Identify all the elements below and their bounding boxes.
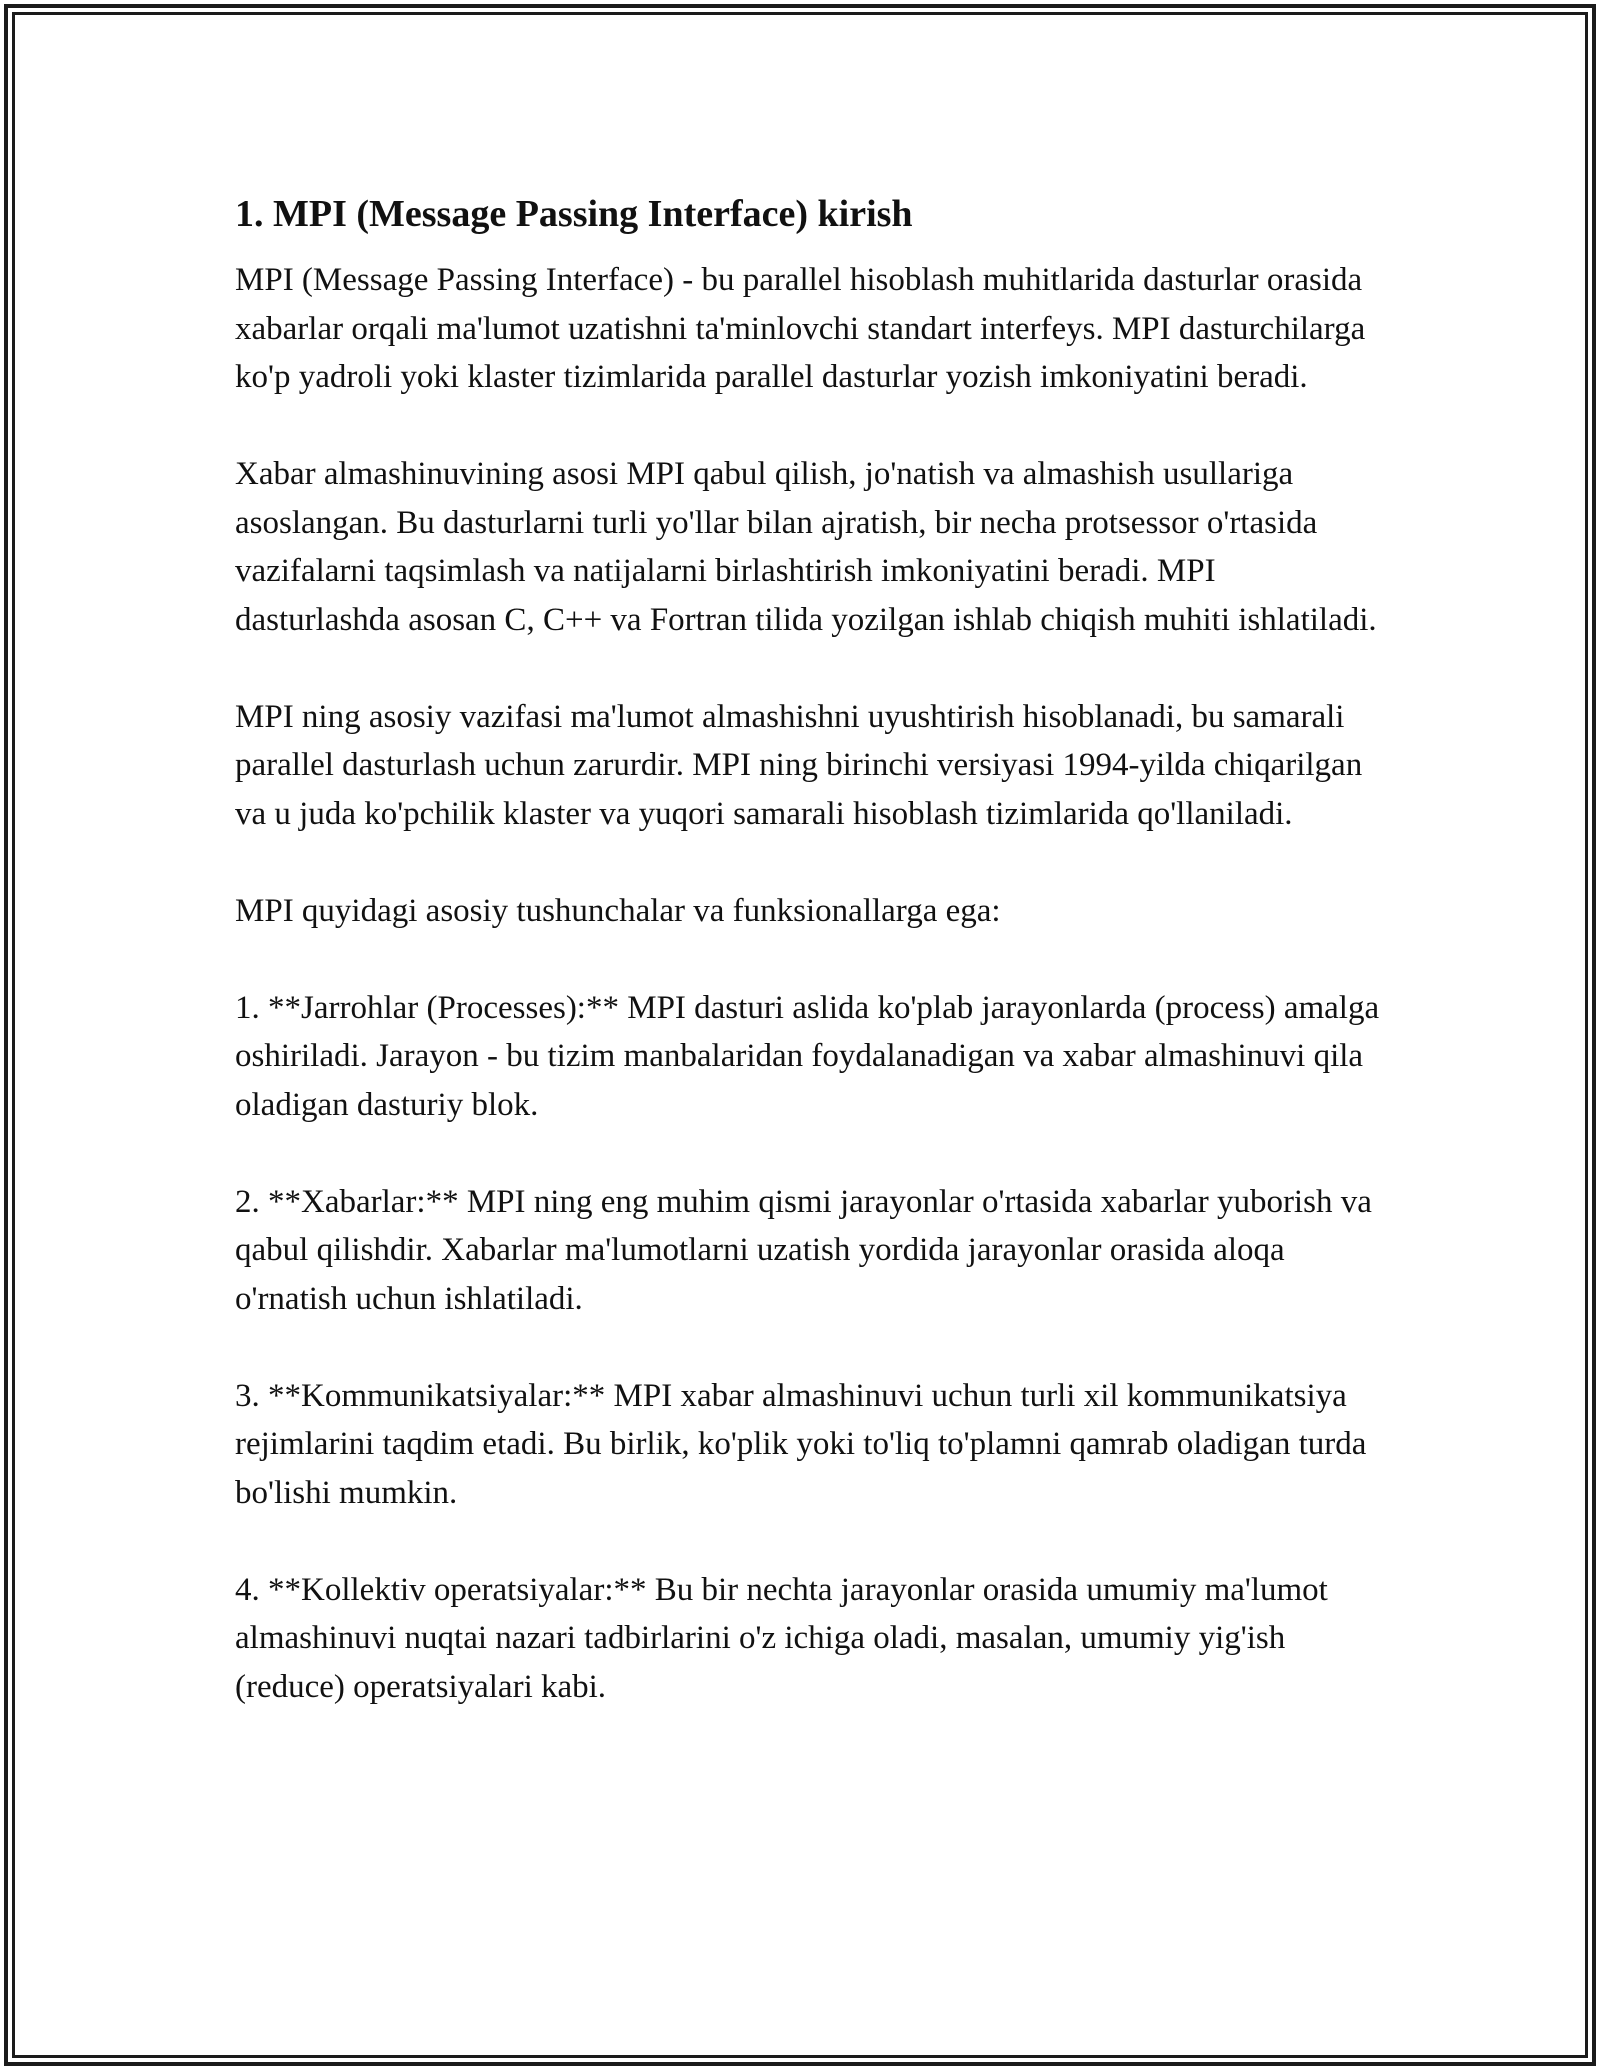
message-exchange-paragraph: Xabar almashinuvining asosi MPI qabul qilish, jo'natish va almashish usullariga asoslangan. Bu dasturlarni turli yo'llar bilan ajratish, bir necha protsessor o'rtasida vazifalarni taqsimlash va natijalarni birlashtirish imkoniyatini beradi. MPI dasturlashda asosan C, C++ va Fortran tilida yozilgan ishlab chiqish muhiti ishlatiladi. (235, 456, 1377, 638)
list-item-communications: 3. **Kommunikatsiyalar:** MPI xabar almashinuvi uchun turli xil kommunikatsiya rejimlarini taqdim etadi. Bu birlik, ko'plik yoki to'liq to'plamni qamrab oladigan turda bo'lishi mumkin. (235, 1377, 1367, 1511)
list-item-messages: 2. **Xabarlar:** MPI ning eng muhim qismi jarayonlar o'rtasida xabarlar yuborish va qabul qilishdir. Xabarlar ma'lumotlarni uzatish yordida jarayonlar orasida aloqa o'rnatish uchun ishlatiladi. (235, 1183, 1372, 1317)
page-title: 1. MPI (Message Passing Interface) kirish (235, 193, 913, 235)
main-purpose-paragraph: MPI ning asosiy vazifasi ma'lumot almashishni uyushtirish hisoblanadi, bu samarali parallel dasturlash uchun zarurdir. MPI ning birinchi versiyasi 1994-yilda chiqarilgan va u juda ko'pchilik klaster va yuqori samarali hisoblash tizimlarida qo'llaniladi. (235, 698, 1363, 832)
list-item-collective-operations: 4. **Kollektiv operatsiyalar:** Bu bir nechta jarayonlar orasida umumiy ma'lumot almashinuvi nuqtai nazari tadbirlarini o'z ichiga oladi, masalan, umumiy yig'ish (reduce) operatsiyalari kabi. (235, 1571, 1328, 1705)
concepts-intro-paragraph: MPI quyidagi asosiy tushunchalar va funksionallarga ega: (235, 892, 1001, 929)
intro-paragraph: MPI (Message Passing Interface) - bu parallel hisoblash muhitlarida dasturlar orasida xabarlar orqali ma'lumot uzatishni ta'minlovchi standart interfeys. MPI dasturchilarga ko'p yadroli yoki klaster tizimlarida parallel dasturlar yozish imkoniyatini beradi. (235, 262, 1366, 395)
document-body (235, 190, 1385, 1711)
list-item-processes: 1. **Jarrohlar (Processes):** MPI dasturi aslida ko'plab jarayonlarda (process) amalga oshiriladi. Jarayon - bu tizim manbalaridan foydalanadigan va xabar almashinuvi qila oladigan dasturiy blok. (235, 989, 1380, 1123)
